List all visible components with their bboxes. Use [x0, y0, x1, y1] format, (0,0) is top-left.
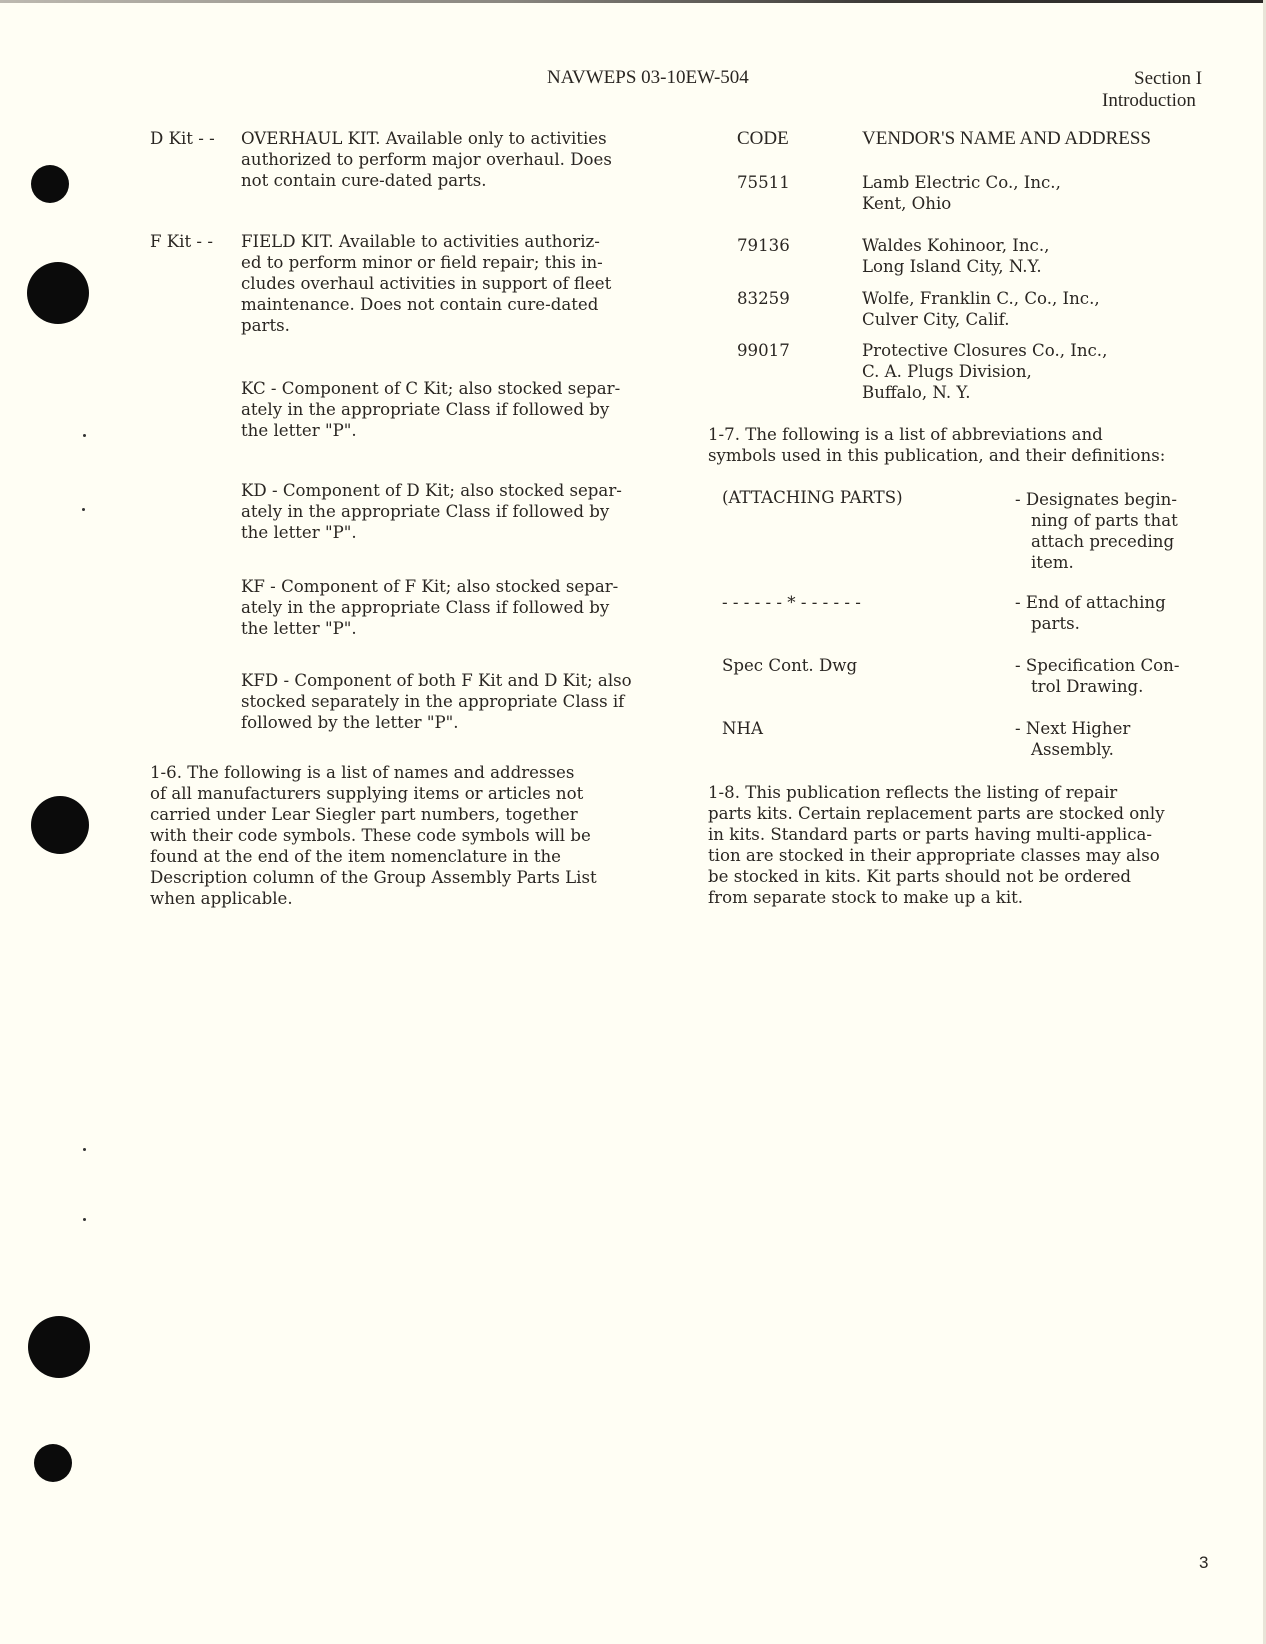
text-line: with their code symbols. These code symbols will be — [150, 826, 591, 845]
text-line: symbols used in this publication, and their definitions: — [708, 446, 1166, 465]
text-line: 1-8. This publication reflects the listing of repair — [708, 783, 1118, 802]
text-line: the letter "P". — [241, 619, 357, 638]
abbreviation-definition — [1015, 655, 1179, 697]
text-line: the letter "P". — [241, 421, 357, 440]
text-line: KF - Component of F Kit; also stocked separ- — [241, 577, 619, 596]
text-line: ately in the appropriate Class if followed by — [241, 502, 610, 521]
page-top-edge — [0, 0, 1266, 3]
document-number: NAVWEPS 03-10EW-504 — [547, 67, 749, 88]
component-kf — [241, 576, 656, 639]
abbreviation-definition — [1015, 718, 1130, 760]
vendor-row-name — [862, 172, 1061, 214]
vendor-row-name — [862, 340, 1107, 403]
text-line: parts kits. Certain replacement parts are stocked only — [708, 804, 1165, 823]
text-line: carried under Lear Siegler part numbers, together — [150, 805, 578, 824]
vendor-row-name — [862, 288, 1100, 330]
paragraph-1-6 — [150, 762, 660, 909]
text-line: Assembly. — [1031, 740, 1114, 759]
text-line: Lamb Electric Co., Inc., — [862, 173, 1061, 192]
component-kd — [241, 480, 656, 543]
text-line: FIELD KIT. Available to activities authoriz- — [241, 232, 600, 251]
text-line: parts. — [241, 316, 290, 335]
speck — [83, 1148, 86, 1151]
text-line: Kent, Ohio — [862, 194, 952, 213]
abbreviation-term: - - - - - - * - - - - - - — [722, 593, 861, 612]
text-line: ately in the appropriate Class if followed by — [241, 400, 610, 419]
speck — [82, 508, 85, 511]
vendor-row-code: 83259 — [737, 289, 790, 308]
component-kfd — [241, 670, 656, 733]
vendor-row-name — [862, 235, 1049, 277]
abbreviation-term: Spec Cont. Dwg — [722, 656, 858, 675]
abbreviation-term: (ATTACHING PARTS) — [722, 488, 903, 507]
text-line: parts. — [1031, 614, 1080, 633]
paragraph-1-7 — [708, 424, 1218, 466]
text-line: authorized to perform major overhaul. Does — [241, 150, 612, 169]
vendor-name-header: VENDOR'S NAME AND ADDRESS — [862, 128, 1151, 149]
vendor-code-header: CODE — [737, 128, 789, 149]
text-line: found at the end of the item nomenclature in the — [150, 847, 561, 866]
text-line: Waldes Kohinoor, Inc., — [862, 236, 1050, 255]
text-line: Buffalo, N. Y. — [862, 383, 971, 402]
text-line: ning of parts that — [1031, 511, 1178, 530]
text-line: 1-7. The following is a list of abbreviations and — [708, 425, 1103, 444]
text-line: ed to perform minor or field repair; this in- — [241, 253, 603, 272]
text-line: 1-6. The following is a list of names and addresses — [150, 763, 575, 782]
binder-hole — [27, 262, 89, 324]
text-line: of all manufacturers supplying items or articles not — [150, 784, 584, 803]
text-line: tion are stocked in their appropriate classes may also — [708, 846, 1160, 865]
vendor-row-code: 99017 — [737, 341, 790, 360]
text-line: Wolfe, Franklin C., Co., Inc., — [862, 289, 1100, 308]
text-line: - Specification Con- — [1015, 656, 1180, 675]
text-line: cludes overhaul activities in support of fleet — [241, 274, 612, 293]
abbreviation-term: NHA — [722, 719, 763, 738]
section-title: Introduction — [1102, 90, 1196, 111]
f-kit-label: F Kit - - — [150, 232, 213, 251]
text-line: Long Island City, N.Y. — [862, 257, 1042, 276]
text-line: trol Drawing. — [1031, 677, 1144, 696]
d-kit-description — [241, 128, 656, 191]
text-line: KFD - Component of both F Kit and D Kit; also — [241, 671, 632, 690]
binder-hole — [34, 1444, 72, 1482]
paragraph-1-8 — [708, 782, 1218, 908]
speck — [83, 434, 86, 437]
binder-hole — [28, 1316, 90, 1378]
speck — [83, 1218, 86, 1221]
text-line: OVERHAUL KIT. Available only to activities — [241, 129, 607, 148]
text-line: stocked separately in the appropriate Class if — [241, 692, 625, 711]
text-line: KD - Component of D Kit; also stocked separ- — [241, 481, 622, 500]
text-line: - End of attaching — [1015, 593, 1166, 612]
text-line: from separate stock to make up a kit. — [708, 888, 1024, 907]
text-line: Protective Closures Co., Inc., — [862, 341, 1108, 360]
text-line: KC - Component of C Kit; also stocked separ- — [241, 379, 621, 398]
abbreviation-definition — [1015, 489, 1178, 573]
text-line: Culver City, Calif. — [862, 310, 1010, 329]
text-line: C. A. Plugs Division, — [862, 362, 1032, 381]
text-line: Description column of the Group Assembly Parts List — [150, 868, 597, 887]
text-line: when applicable. — [150, 889, 293, 908]
vendor-row-code: 75511 — [737, 173, 790, 192]
text-line: item. — [1031, 553, 1074, 572]
component-kc — [241, 378, 656, 441]
text-line: not contain cure-dated parts. — [241, 171, 487, 190]
text-line: be stocked in kits. Kit parts should not be ordered — [708, 867, 1132, 886]
text-line: - Designates begin- — [1015, 490, 1177, 509]
text-line: in kits. Standard parts or parts having multi-applica- — [708, 825, 1153, 844]
text-line: the letter "P". — [241, 523, 357, 542]
binder-hole — [31, 796, 89, 854]
text-line: followed by the letter "P". — [241, 713, 459, 732]
text-line: ately in the appropriate Class if followed by — [241, 598, 610, 617]
section-label: Section I — [1134, 68, 1203, 89]
abbreviation-definition — [1015, 592, 1166, 634]
page-number: 3 — [1199, 1553, 1209, 1572]
vendor-row-code: 79136 — [737, 236, 790, 255]
text-line: maintenance. Does not contain cure-dated — [241, 295, 599, 314]
text-line: attach preceding — [1031, 532, 1175, 551]
f-kit-description — [241, 231, 656, 336]
binder-hole — [31, 165, 69, 203]
text-line: - Next Higher — [1015, 719, 1131, 738]
d-kit-label: D Kit - - — [150, 129, 215, 148]
